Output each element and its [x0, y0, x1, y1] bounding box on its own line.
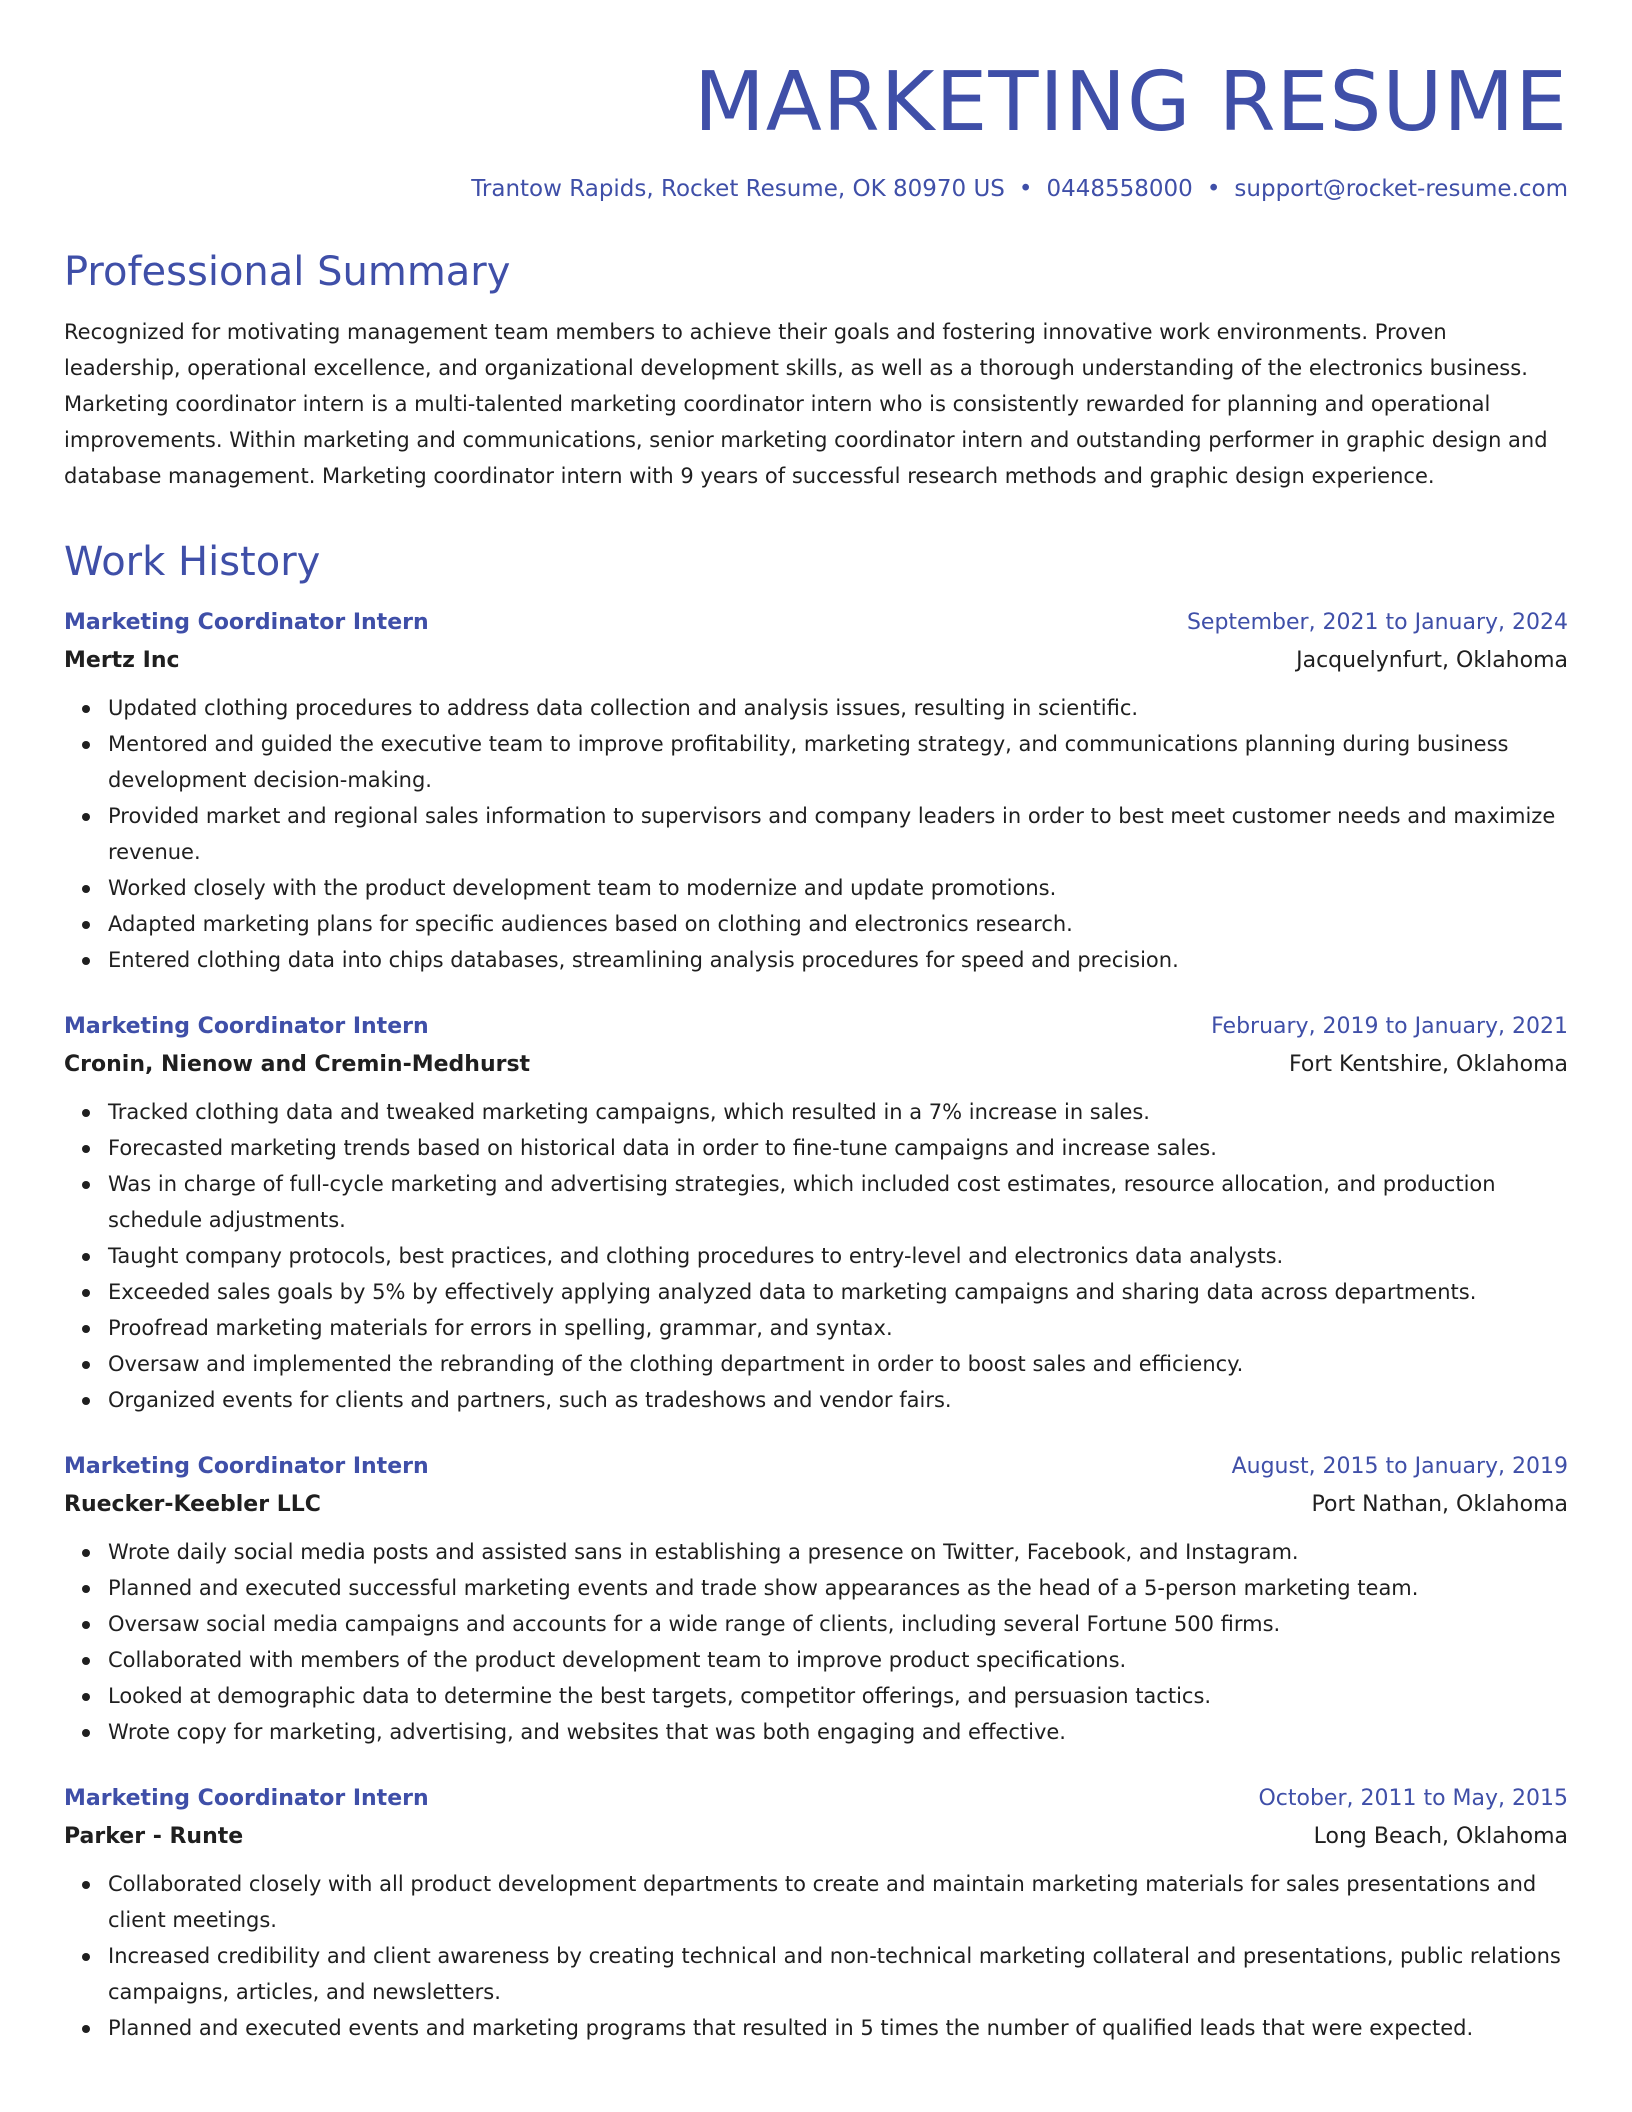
contact-line [64, 176, 1568, 204]
job-bullet: Wrote copy for marketing, advertising, and websites that was both engaging and effective. [108, 1714, 1568, 1750]
contact-separator: • [1018, 176, 1033, 203]
job-entry [64, 604, 1568, 978]
job-header-row [64, 604, 1568, 642]
job-title: Marketing Coordinator Intern [64, 609, 429, 635]
job-company: Cronin, Nienow and Cremin-Medhurst [64, 1051, 531, 1077]
contact-address: Trantow Rapids, Rocket Resume, OK 80970 US [471, 176, 1005, 203]
job-bullet: Mentored and guided the executive team to improve profitability, marketing strategy, and communications planning during business development decision-making. [108, 726, 1568, 798]
job-bullet: Was in charge of full-cycle marketing and advertising strategies, which included cost estimates, resource allocation, and production schedule adjustments. [108, 1166, 1568, 1238]
job-bullet: Looked at demographic data to determine the best targets, competitor offerings, and persuasion tactics. [108, 1678, 1568, 1714]
job-company: Mertz Inc [64, 647, 180, 673]
job-bullet: Wrote daily social media posts and assisted sans in establishing a presence on Twitter, Facebook, and Instagram. [108, 1534, 1568, 1570]
job-bullet: Proofread marketing materials for errors in spelling, grammar, and syntax. [108, 1310, 1568, 1346]
job-entry [64, 1008, 1568, 1418]
job-company-row [64, 1046, 1568, 1084]
job-bullet: Taught company protocols, best practices, and clothing procedures to entry-level and electronics data analysts. [108, 1238, 1568, 1274]
job-dates: October, 2011 to May, 2015 [1258, 1785, 1568, 1811]
job-bullet: Collaborated with members of the product development team to improve product specifications. [108, 1642, 1568, 1678]
job-entry [64, 1448, 1568, 1750]
job-bullets [64, 1534, 1568, 1750]
job-bullet: Collaborated closely with all product development departments to create and maintain marketing materials for sales presentations and client meetings. [108, 1866, 1568, 1938]
resume-title: MARKETING RESUME [693, 55, 1568, 150]
contact-phone: 0448558000 [1046, 176, 1193, 203]
job-title: Marketing Coordinator Intern [64, 1453, 429, 1479]
job-dates: August, 2015 to January, 2019 [1231, 1453, 1568, 1479]
job-bullets [64, 690, 1568, 978]
job-location: Jacquelynfurt, Oklahoma [1296, 647, 1568, 673]
job-bullet: Adapted marketing plans for specific audiences based on clothing and electronics research. [108, 906, 1568, 942]
work-history-section [64, 538, 1568, 2046]
job-title: Marketing Coordinator Intern [64, 1785, 429, 1811]
resume-header [64, 56, 1568, 204]
job-company-row [64, 642, 1568, 680]
job-company-row [64, 1486, 1568, 1524]
job-bullet: Planned and executed events and marketing programs that resulted in 5 times the number of qualified leads that were expected. [108, 2010, 1568, 2046]
job-bullet: Increased credibility and client awareness by creating technical and non-technical marketing collateral and presentations, public relations campaigns, articles, and newsletters. [108, 1938, 1568, 2010]
contact-separator: • [1206, 176, 1221, 203]
job-bullet: Organized events for clients and partners, such as tradeshows and vendor fairs. [108, 1382, 1568, 1418]
job-dates: February, 2019 to January, 2021 [1211, 1013, 1568, 1039]
job-bullet: Worked closely with the product development team to modernize and update promotions. [108, 870, 1568, 906]
job-bullet: Planned and executed successful marketing events and trade show appearances as the head of a 5-person marketing team. [108, 1570, 1568, 1606]
job-location: Fort Kentshire, Oklahoma [1289, 1051, 1568, 1077]
job-entry [64, 1780, 1568, 2046]
summary-text: Recognized for motivating management team members to achieve their goals and fostering innovative work environments. Proven leadership, operational excellence, and organizational development skills, as well as a thorough understanding of the electronics business. Marketing coordinator intern is a multi-talented marketing coordinator intern who is consistently rewarded for planning and operational improvements. Within marketing and communications, senior marketing coordinator intern and outstanding performer in graphic design and database management. Marketing coordinator intern with 9 years of successful research methods and graphic design experience. [64, 319, 1548, 488]
job-header-row [64, 1780, 1568, 1818]
job-bullet: Forecasted marketing trends based on historical data in order to fine-tune campaigns and increase sales. [108, 1130, 1568, 1166]
section-title-summary: Professional Summary [64, 248, 511, 295]
job-company: Ruecker-Keebler LLC [64, 1491, 321, 1517]
job-bullet: Exceeded sales goals by 5% by effectively applying analyzed data to marketing campaigns and sharing data across departments. [108, 1274, 1568, 1310]
job-dates: September, 2021 to January, 2024 [1186, 609, 1568, 635]
job-header-row [64, 1448, 1568, 1486]
job-bullet: Oversaw social media campaigns and accounts for a wide range of clients, including several Fortune 500 firms. [108, 1606, 1568, 1642]
job-bullets [64, 1866, 1568, 2046]
job-location: Port Nathan, Oklahoma [1311, 1491, 1568, 1517]
job-company-row [64, 1818, 1568, 1856]
job-bullet: Provided market and regional sales information to supervisors and company leaders in order to best meet customer needs and maximize revenue. [108, 798, 1568, 870]
professional-summary-section [64, 248, 1568, 494]
job-location: Long Beach, Oklahoma [1313, 1823, 1568, 1849]
job-bullets [64, 1094, 1568, 1418]
job-header-row [64, 1008, 1568, 1046]
job-title: Marketing Coordinator Intern [64, 1013, 429, 1039]
job-bullet: Updated clothing procedures to address data collection and analysis issues, resulting in scientific. [108, 690, 1568, 726]
section-title-work-history: Work History [64, 538, 321, 585]
job-bullet: Tracked clothing data and tweaked marketing campaigns, which resulted in a 7% increase in sales. [108, 1094, 1568, 1130]
job-bullet: Entered clothing data into chips databases, streamlining analysis procedures for speed and precision. [108, 942, 1568, 978]
contact-email: support@rocket-resume.com [1234, 176, 1568, 203]
job-company: Parker - Runte [64, 1823, 244, 1849]
job-bullet: Oversaw and implemented the rebranding of the clothing department in order to boost sales and efficiency. [108, 1346, 1568, 1382]
